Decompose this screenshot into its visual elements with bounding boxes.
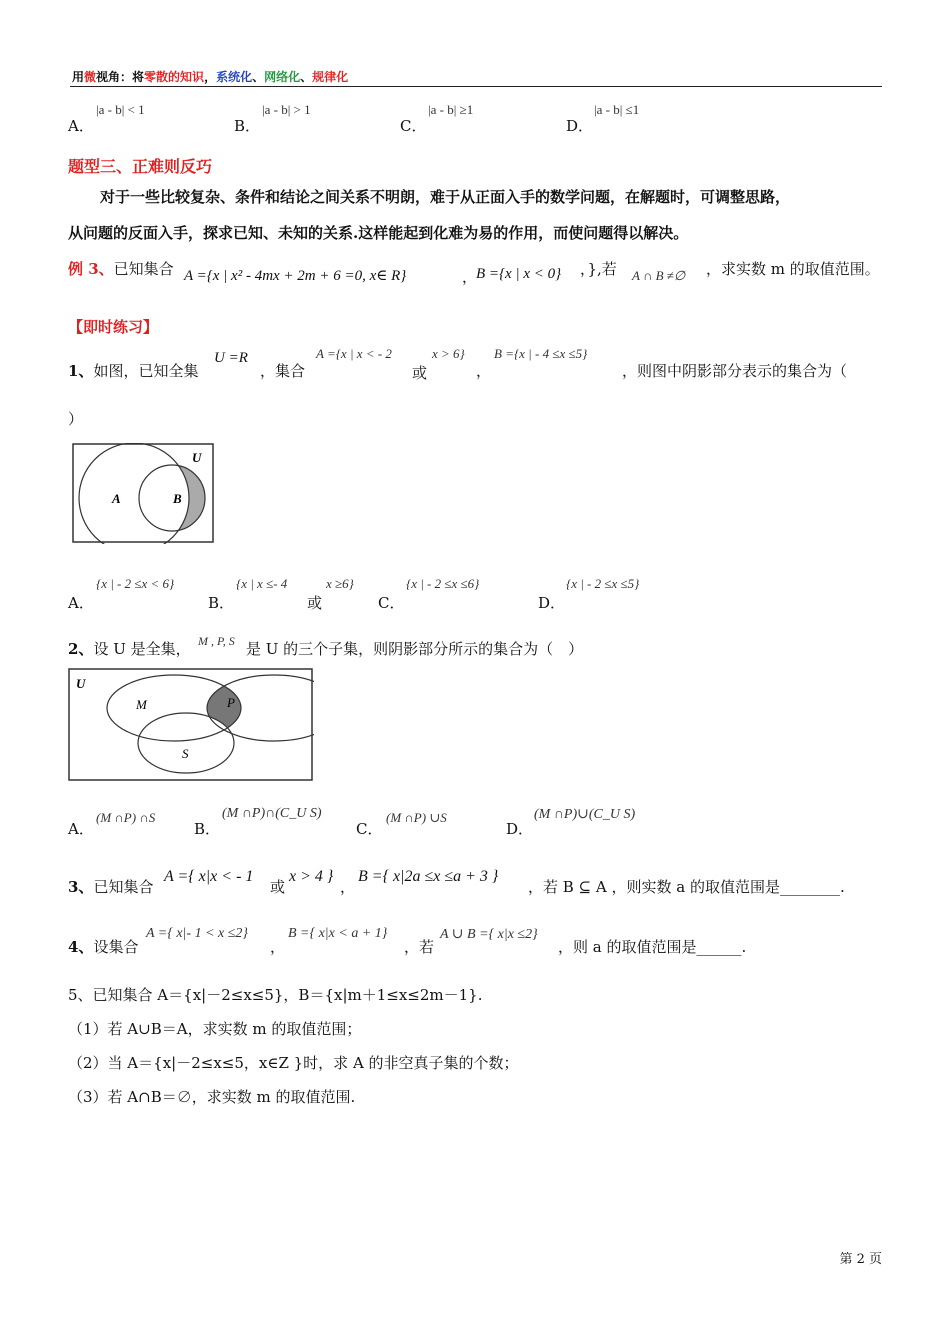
q3-or: 或 [270,878,286,896]
q1-number: 1、 [68,362,94,380]
q4-set-a: A ={ x|- 1 < x ≤2} [146,926,249,941]
q1-option-b-expr: {x | x ≤- 4 [236,576,288,591]
q3-text-part: 已知集合 [93,878,154,896]
example-comma: ， [462,268,478,286]
q5-line: （3）若 A∩B＝∅，求实数 m 的取值范围. [68,1088,356,1106]
q1-option-d-expr: {x | - 2 ≤x ≤5} [566,576,640,591]
q4-number: 4、 [68,938,94,956]
example-text: ，},若 [580,260,617,278]
prev-option-c-expr: |a - b| ≥1 [428,102,474,117]
prev-option-d-label: D． [566,117,594,135]
q1-option-c-expr: {x | - 2 ≤x ≤6} [406,576,480,591]
q2-option-b-expr: (M ∩P)∩(C_U S) [222,806,322,821]
q2-option-d-expr: (M ∩P)∪(C_U S) [534,807,636,822]
prev-option-b-label: B． [234,117,261,135]
venn-universe-box [69,669,312,780]
q1-option-c-label: C． [378,594,405,612]
q3-text-part: ，若 B ⊆ A ，则实数 a 的取值范围是________. [528,878,845,896]
q2-venn-diagram [68,668,314,782]
example-set-b: B ={x | x < 0} [476,266,562,282]
q1-set-a-part2: x > 6} [432,346,465,361]
q1-text-part: ，则图中阴影部分表示的集合为（ [622,362,848,380]
prev-option-c-label: C． [400,117,427,135]
q2-option-a-expr: (M ∩P) ∩S [96,810,156,825]
q2-text [68,638,191,659]
venn-label-s: S [182,746,189,761]
q1-text-part: ， [476,362,492,380]
example-set-a: A ={x | x² - 4mx + 2m + 6 =0, x∈ R} [184,268,407,284]
q1-universe: U =R [214,350,248,366]
q2-option-b-label: B． [194,820,221,838]
q4-set-b: B ={ x|x < a + 1} [288,926,388,941]
q5-line: 5、已知集合 A＝{x|－2≤x≤5}，B＝{x|m＋1≤x≤2m－1}. [68,986,483,1004]
q5-line: （2）当 A＝{x|－2≤x≤5，x∈Z }时，求 A 的非空真子集的个数； [68,1054,519,1072]
practice-title: 【即时练习】 [68,318,159,336]
section-title: 题型三、正难则反巧 [68,157,213,176]
q1-option-b-label: B． [208,594,235,612]
prev-option-a-expr: |a - b| < 1 [96,102,145,117]
q1-option-a-expr: {x | - 2 ≤x < 6} [96,576,175,591]
q3-set-b: B ={ x|2a ≤x ≤a + 3 } [358,868,499,885]
q1-set-a: A ={x | x < - 2 [316,346,392,361]
q1-option-b-expr2: x ≥6} [326,576,354,591]
q4-text [68,936,138,957]
venn-label-b: B [173,491,182,506]
q2-text-part: 是 U 的三个子集，则阴影部分所示的集合为（ ） [246,640,584,658]
venn-label-a: A [112,491,121,506]
q2-option-c-expr: (M ∩P) ∪S [386,810,447,825]
q2-option-d-label: D． [506,820,534,838]
example-text: ，求实数 m 的取值范围。 [706,260,880,278]
header-part: 、 [300,70,313,84]
q3-text [68,876,153,897]
q1-text-part: 如图，已知全集 [93,362,199,380]
venn-label-u: U [76,676,86,691]
example-label: 例 3、 [68,260,114,278]
prev-option-d-expr: |a - b| ≤1 [594,102,640,117]
section-paragraph-line: 对于一些比较复杂、条件和结论之间关系不明朗，难于从正面入手的数学问题，在解题时，可调整思路， [100,188,791,206]
section-paragraph-line: 从问题的反面入手，探求已知、未知的关系.这样能起到化难为易的作用，而使问题得以解决。 [68,224,689,242]
venn-label-p: P [227,695,235,710]
q1-option-b-or: 或 [307,594,323,612]
header-part: 微 [84,70,97,84]
header-part: 系统化 [216,70,253,84]
venn-label-u: U [192,450,202,465]
header-part: 、 [252,70,265,84]
q5-line: （1）若 A∪B＝A，求实数 m 的取值范围； [68,1020,362,1038]
header-part: 视角：将 [96,70,145,84]
q4-text-part: 设集合 [93,938,139,956]
q1-text-part: ，集合 [260,362,306,380]
q4-text-part: ， [270,938,286,956]
example-3-line [68,258,174,279]
page-header-slogan [72,68,348,85]
q1-text [68,360,198,381]
q2-number: 2、 [68,640,94,658]
example-text: 已知集合 [113,260,174,278]
q2-subsets: M , P, S [198,634,235,648]
prev-option-b-expr: |a - b| > 1 [262,102,311,117]
q1-venn-diagram [72,443,214,544]
q1-close-paren: ） [68,410,84,428]
header-part: 用 [72,70,85,84]
q4-condition: A ∪ B ={ x|x ≤2} [440,927,538,942]
venn-label-m: M [136,697,147,712]
prev-option-a-label: A． [68,117,94,135]
q3-set-a: A ={ x|x < - 1 [164,868,254,885]
q1-set-b: B ={x | - 4 ≤x ≤5} [494,346,588,361]
header-divider [70,86,882,87]
q3-number: 3、 [68,878,94,896]
q2-option-a-label: A． [68,820,94,838]
example-condition: A ∩ B ≠∅ [632,268,686,283]
header-part: 零散的知识 [144,70,205,84]
q1-option-a-label: A． [68,594,94,612]
header-part: 规律化 [312,70,349,84]
q1-or: 或 [412,364,428,382]
q4-text-part: ，若 [404,938,435,956]
q2-text-part: 设 U 是全集， [93,640,191,658]
header-part: ， [204,70,217,84]
header-part: 网络化 [264,70,301,84]
q1-option-d-label: D． [538,594,566,612]
q3-text-part: ， [340,878,356,896]
page-number: 第 2 页 [839,1252,882,1267]
q4-text-part: ，则 a 的取值范围是______. [558,938,747,956]
q3-set-a-part2: x > 4 } [289,868,334,885]
q2-option-c-label: C． [356,820,383,838]
